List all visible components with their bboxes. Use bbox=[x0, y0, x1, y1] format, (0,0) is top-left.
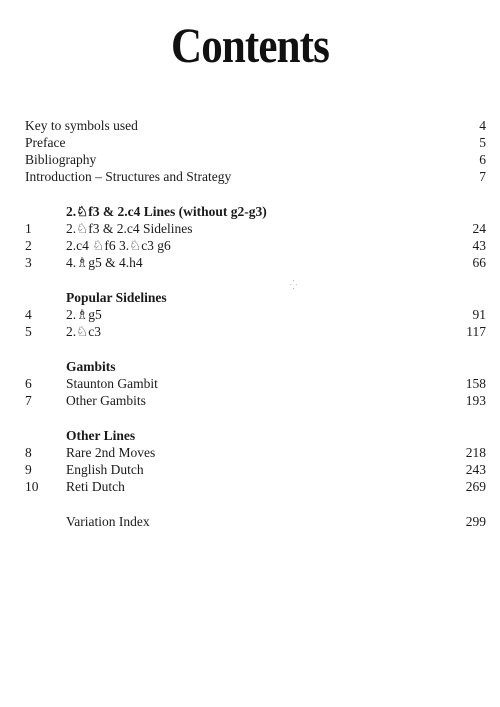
page-title: Contents bbox=[171, 17, 329, 73]
chapter-number: 7 bbox=[25, 393, 32, 408]
chapter-page: 66 bbox=[472, 255, 486, 270]
chapter-page: 193 bbox=[465, 393, 486, 408]
chapter-number: 10 bbox=[25, 479, 39, 494]
toc-chapter-row[interactable] bbox=[25, 254, 486, 271]
section-heading: Gambits bbox=[66, 359, 116, 374]
chapter-title: Other Gambits bbox=[66, 393, 146, 408]
scan-mark: ⁛ bbox=[290, 281, 298, 291]
toc-entry-label: Introduction – Structures and Strategy bbox=[25, 169, 232, 184]
toc-entry-bibliography[interactable] bbox=[25, 151, 486, 168]
chapter-number: 1 bbox=[25, 221, 32, 236]
toc-entry-page: 4 bbox=[479, 118, 486, 133]
chapter-page: 24 bbox=[472, 221, 486, 236]
toc-entry-key-to-symbols[interactable] bbox=[25, 117, 486, 134]
toc-chapter-row[interactable] bbox=[25, 392, 486, 409]
chapter-number: 8 bbox=[25, 445, 32, 460]
chapter-number: 2 bbox=[25, 238, 32, 253]
toc-entry-preface[interactable] bbox=[25, 134, 486, 151]
chapter-title: Rare 2nd Moves bbox=[66, 445, 156, 460]
chapter-page: 117 bbox=[466, 324, 486, 339]
chapter-page: 158 bbox=[465, 376, 486, 391]
toc-entry-label: Bibliography bbox=[25, 152, 97, 167]
chapter-number: 9 bbox=[25, 462, 32, 477]
chapter-number: 5 bbox=[25, 324, 32, 339]
chapter-page: 43 bbox=[472, 238, 486, 253]
chapter-page: 243 bbox=[465, 462, 486, 477]
toc-entry-page: 299 bbox=[465, 514, 486, 529]
chapter-title: 2.♘f3 & 2.c4 Sidelines bbox=[66, 221, 193, 236]
toc-chapter-row[interactable] bbox=[25, 306, 486, 323]
chapter-title: 2.♘c3 bbox=[66, 324, 101, 339]
chapter-number: 6 bbox=[25, 376, 32, 391]
toc-chapter-row[interactable] bbox=[25, 461, 486, 478]
toc-chapter-row[interactable] bbox=[25, 237, 486, 254]
toc-entry-label: Key to symbols used bbox=[25, 118, 138, 133]
chapter-number: 3 bbox=[25, 255, 32, 270]
toc-chapter-row[interactable] bbox=[25, 444, 486, 461]
chapter-title: Reti Dutch bbox=[66, 479, 125, 494]
section-heading: Other Lines bbox=[66, 428, 136, 443]
chapter-number: 4 bbox=[25, 307, 32, 322]
chapter-title: 4.♗g5 & 4.h4 bbox=[66, 255, 143, 270]
toc-chapter-row[interactable] bbox=[25, 375, 486, 392]
toc-entry-variation-index[interactable] bbox=[25, 513, 486, 530]
chapter-page: 91 bbox=[472, 307, 486, 322]
chapter-title: 2.c4 ♘f6 3.♘c3 g6 bbox=[66, 238, 171, 253]
toc-chapter-row[interactable] bbox=[25, 220, 486, 237]
toc-entry-page: 7 bbox=[479, 169, 486, 184]
toc-chapter-row[interactable] bbox=[25, 323, 486, 340]
toc-entry-introduction[interactable] bbox=[25, 168, 486, 185]
toc-chapter-row[interactable] bbox=[25, 478, 486, 495]
chapter-title: Staunton Gambit bbox=[66, 376, 158, 391]
chapter-page: 218 bbox=[465, 445, 486, 460]
toc-entry-page: 6 bbox=[479, 152, 486, 167]
chapter-page: 269 bbox=[465, 479, 486, 494]
toc-entry-page: 5 bbox=[479, 135, 486, 150]
section-heading: Popular Sidelines bbox=[66, 290, 167, 305]
toc-entry-label: Variation Index bbox=[66, 514, 150, 529]
toc-entry-label: Preface bbox=[25, 135, 66, 150]
chapter-title: 2.♗g5 bbox=[66, 307, 102, 322]
chapter-title: English Dutch bbox=[66, 462, 144, 477]
section-heading: 2.♘f3 & 2.c4 Lines (without g2-g3) bbox=[66, 204, 267, 219]
